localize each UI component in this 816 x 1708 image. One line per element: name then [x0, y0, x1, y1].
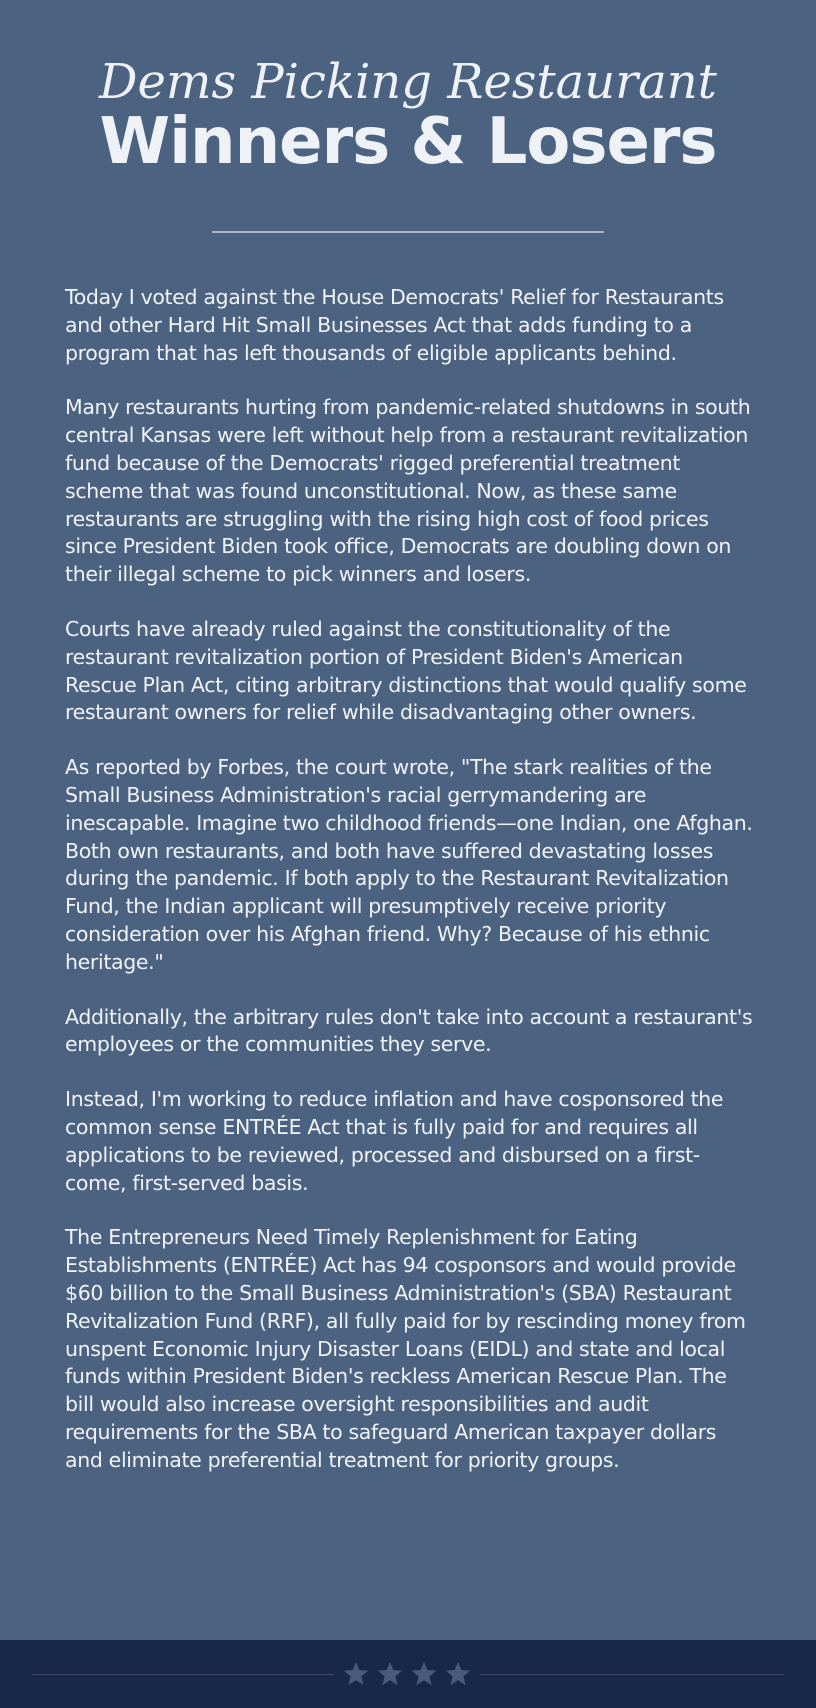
paragraph-5: Additionally, the arbitrary rules don't take into account a restaurant's employees or the communities they serve.	[65, 1004, 753, 1057]
footer-stars	[334, 1654, 480, 1694]
page-header	[0, 52, 816, 179]
paragraph-4: As reported by Forbes, the court wrote, "The stark realities of the Small Business Administration's racial gerrymandering are inescapable. Imagine two childhood friends—one Indian, one Afghan. Both own restaurants, and both have suffered devastating losses during the pandemic. If both apply to the Restaurant Revitalization Fund, the Indian applicant will presumptively receive priority consideration over his Afghan friend. Why? Because of his ethnic heritage."	[65, 755, 753, 974]
title-divider	[212, 231, 604, 233]
star-icon	[342, 1660, 370, 1688]
article-body	[65, 284, 755, 1501]
footer-rule-left	[32, 1674, 334, 1675]
paragraph-3: Courts have already ruled against the constitutionality of the restaurant revitalization portion of President Biden's American Rescue Plan Act, citing arbitrary distinctions that would qualify some restaurant owners for relief while disadvantaging other owners.	[65, 616, 747, 725]
footer-rule-right	[480, 1674, 784, 1675]
paragraph-6: Instead, I'm working to reduce inflation and have cosponsored the common sense ENTRÉE Act that is fully paid for and requires all applications to be reviewed, processed and disbursed on a first-come, first-served basis.	[65, 1087, 724, 1195]
title-line-2: Winners & Losers	[99, 105, 717, 179]
star-icon	[444, 1660, 472, 1688]
star-icon	[376, 1660, 404, 1688]
paragraph-7: The Entrepreneurs Need Timely Replenishment for Eating Establishments (ENTRÉE) Act has 94 cosponsors and would provide $60 billion to the Small Business Administration's (SBA) Restaurant Revitalization Fund (RRF), all fully paid for by rescinding money from unspent Economic Injury Disaster Loans (EIDL) and state and local funds within President Biden's reckless American Rescue Plan. The bill would also increase oversight responsibilities and audit requirements for the SBA to safeguard American taxpayer dollars and eliminate preferential treatment for priority groups.	[65, 1225, 746, 1472]
paragraph-2: Many restaurants hurting from pandemic-related shutdowns in south central Kansas were left without help from a restaurant revitalization fund because of the Democrats' rigged preferential treatment scheme that was found unconstitutional. Now, as these same restaurants are struggling with the rising high cost of food prices since President Biden took office, Democrats are doubling down on their illegal scheme to pick winners and losers.	[65, 395, 751, 587]
paragraph-1: Today I voted against the House Democrats' Relief for Restaurants and other Hard Hit Small Businesses Act that adds funding to a program that has left thousands of eligible applicants behind.	[65, 285, 724, 365]
star-icon	[410, 1660, 438, 1688]
title-line-1: Dems Picking Restaurant	[99, 54, 717, 110]
page-footer	[0, 1640, 816, 1708]
